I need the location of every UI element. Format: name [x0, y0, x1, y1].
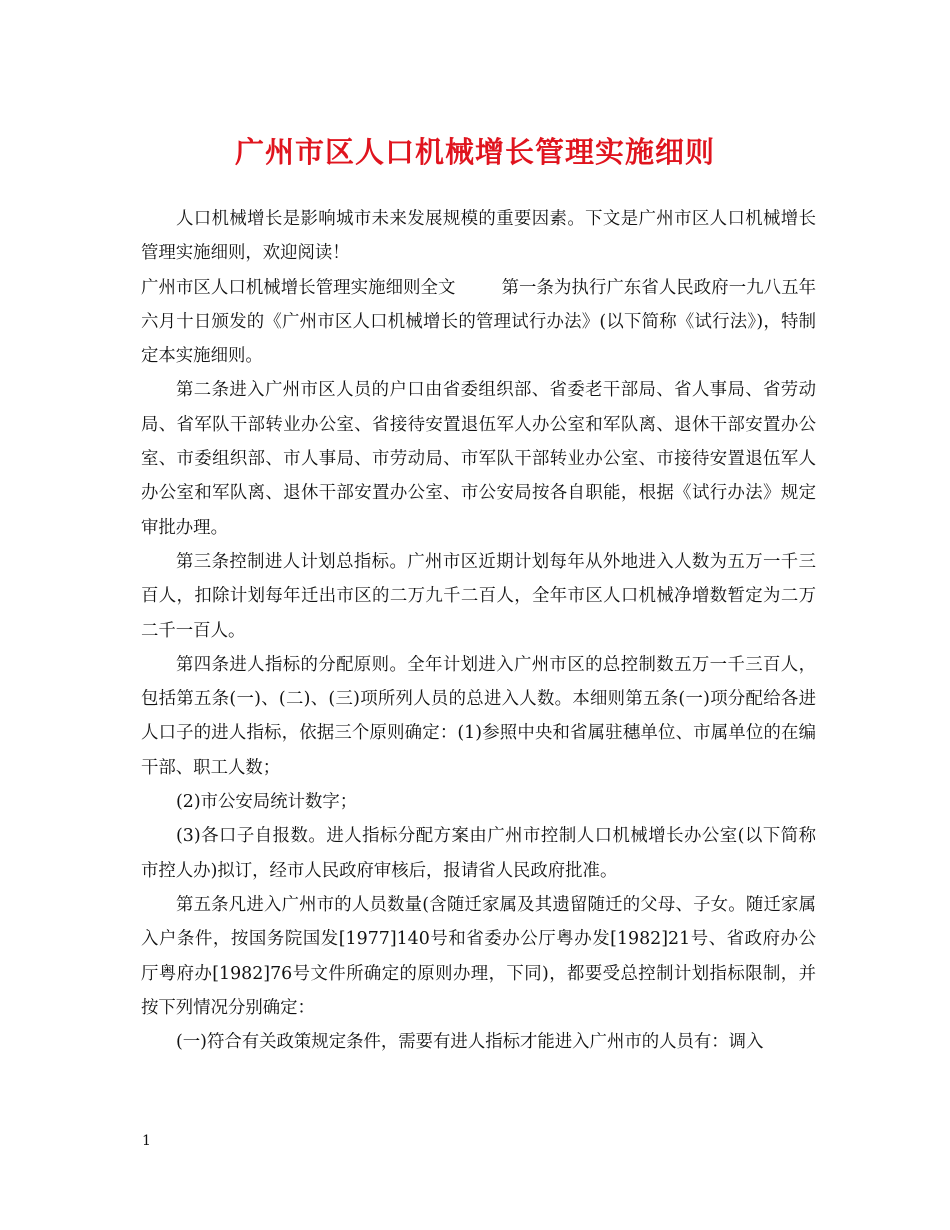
- article-2-paragraph: 第二条进入广州市区人员的户口由省委组织部、省委老干部局、省人事局、省劳动局、省军队干部转业办公室、省接待安置退伍军人办公室和军队离、退休干部安置办公室、市委组织部、市人事局、市劳动局、市军队干部转业办公室、市接待安置退伍军人办公室和军队离、退休干部安置办公室、市公安局按各自职能，根据《试行办法》规定审批办理。: [141, 380, 816, 538]
- item-3-paragraph: (3)各口子自报数。进人指标分配方案由广州市控制人口机械增长办公室(以下简称市控人办)拟订，经市人民政府审核后，报请省人民政府批准。: [141, 826, 816, 881]
- intro-paragraph: 人口机械增长是影响城市未来发展规模的重要因素。下文是广州市区人口机械增长管理实施细则，欢迎阅读！: [141, 209, 816, 264]
- page-title: 广州市区人口机械增长管理实施细则: [234, 135, 715, 169]
- item-a-paragraph: (一)符合有关政策规定条件，需要有进人指标才能进入广州市的人员有：调入: [176, 1032, 764, 1053]
- article-4-paragraph: 第四条进人指标的分配原则。全年计划进入广州市区的总控制数五万一千三百人，包括第五条(一)、(二)、(三)项所列人员的总进入人数。本细则第五条(一)项分配给各进人口子的进人指标，依据三个原则确定：(1)参照中央和省属驻穗单位、市属单位的在编干部、职工人数；: [141, 654, 816, 778]
- article-1-text: 第一条为执行广东省人民政府一九八五年六月十日颁发的《广州市区人口机械增长的管理试行办法》(以下简称《试行法》)，特制定本实施细则。: [141, 277, 816, 367]
- item-2-paragraph: (2)市公安局统计数字；: [176, 792, 358, 813]
- document-body: [141, 202, 816, 1059]
- page-number: 1: [142, 1133, 151, 1149]
- fulltext-label: 广州市区人口机械增长管理实施细则全文: [141, 277, 456, 298]
- article-5-paragraph: 第五条凡进入广州市的人员数量(含随迁家属及其遗留随迁的父母、子女。随迁家属入户条件，按国务院国发[1977]140号和省委办公厅粤办发[1982]21号、省政府办公厅粤府办[1982]76号文件所确定的原则办理，下同)，都要受总控制计划指标限制，并按下列情况分别确定：: [141, 894, 816, 1018]
- article-1-paragraph: [141, 271, 816, 374]
- article-3-paragraph: 第三条控制进人计划总指标。广州市区近期计划每年从外地进入人数为五万一千三百人，扣除计划每年迁出市区的二万九千二百人，全年市区人口机械净增数暂定为二万二千一百人。: [141, 551, 816, 641]
